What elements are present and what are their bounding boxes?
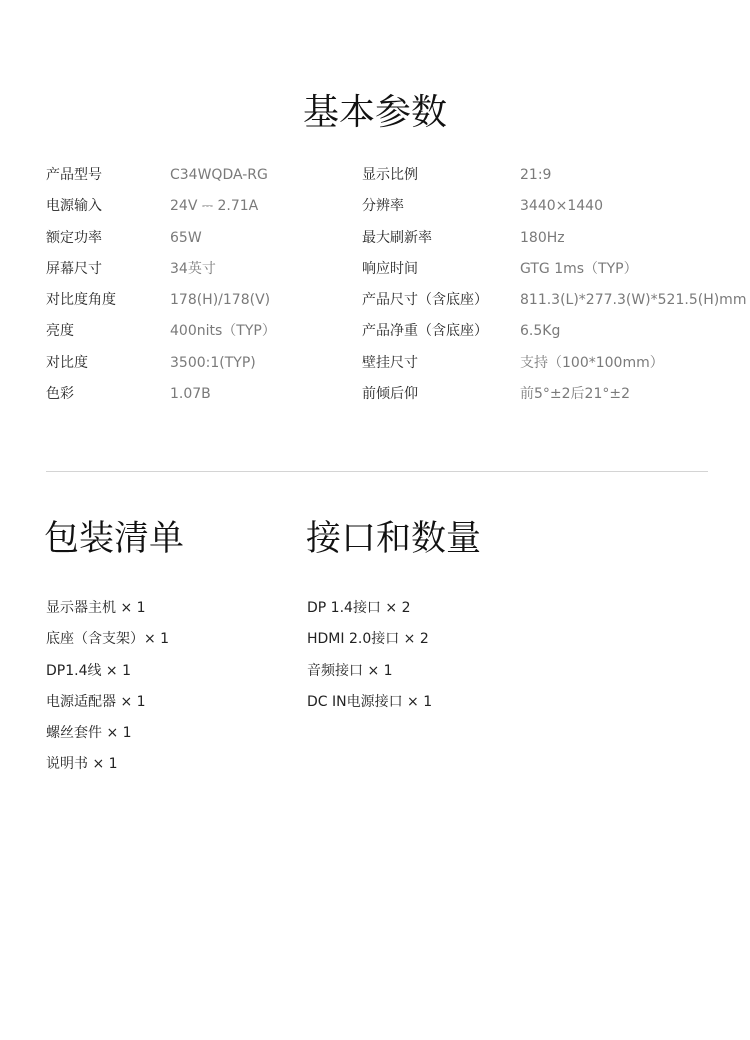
- packing-list: [46, 593, 169, 781]
- basic-params-title: 基本参数: [302, 92, 447, 133]
- spec-label: 前倾后仰: [362, 386, 418, 403]
- spec-label: 对比度: [46, 354, 88, 371]
- packing-list-item: 显示器主机 × 1: [46, 600, 146, 616]
- spec-label: 对比度角度: [46, 292, 116, 309]
- spec-value: 24V ⎓ 2.71A: [170, 198, 259, 215]
- spec-label: 电源输入: [46, 198, 102, 215]
- packing-list-item: 螺丝套件 × 1: [46, 725, 132, 742]
- spec-value: 65W: [170, 229, 202, 246]
- spec-label: 屏幕尺寸: [46, 260, 102, 277]
- spec-value: GTG 1ms（TYP）: [520, 260, 638, 277]
- port-item: DP 1.4接口 × 2: [307, 600, 411, 616]
- spec-label: 产品型号: [46, 167, 102, 183]
- spec-value: 3440×1440: [520, 198, 603, 215]
- spec-label: 响应时间: [362, 260, 418, 277]
- spec-label: 产品净重（含底座）: [362, 323, 488, 340]
- spec-label: 额定功率: [46, 229, 102, 246]
- packing-list-item: DP1.4线 × 1: [46, 662, 132, 679]
- packing-list-item: 电源适配器 × 1: [46, 693, 146, 710]
- spec-label: 分辨率: [362, 198, 404, 215]
- port-item: 音频接口 × 1: [307, 662, 393, 679]
- spec-label: 显示比例: [362, 167, 418, 183]
- spec-label: 亮度: [46, 323, 74, 340]
- spec-value: 178(H)/178(V): [170, 292, 271, 309]
- spec-value: 400nits（TYP）: [170, 323, 276, 340]
- spec-label: 最大刷新率: [362, 229, 432, 246]
- spec-value: 6.5Kg: [520, 323, 561, 340]
- spec-value: C34WQDA-RG: [170, 167, 268, 183]
- spec-value: 1.07B: [170, 386, 211, 403]
- packing-list-item: 底座（含支架）× 1: [46, 631, 170, 648]
- spec-label: 色彩: [46, 386, 74, 403]
- spec-value: 811.3(L)*277.3(W)*521.5(H)mm: [520, 292, 747, 309]
- spec-value: 前5°±2后21°±2: [520, 386, 630, 403]
- spec-value: 34英寸: [170, 260, 216, 277]
- port-item: DC IN电源接口 × 1: [307, 693, 433, 710]
- section-divider: [46, 471, 708, 472]
- packing-list-item: 说明书 × 1: [46, 756, 118, 773]
- packing-list-title: 包装清单: [44, 519, 185, 559]
- spec-value: 21:9: [520, 167, 552, 183]
- ports-title: 接口和数量: [306, 519, 482, 559]
- spec-label: 壁挂尺寸: [362, 354, 418, 371]
- spec-label: 产品尺寸（含底座）: [362, 292, 488, 309]
- port-item: HDMI 2.0接口 × 2: [307, 631, 429, 648]
- spec-value: 180Hz: [520, 229, 565, 246]
- spec-value: 3500:1(TYP): [170, 354, 256, 371]
- spec-value: 支持（100*100mm）: [520, 354, 664, 371]
- ports-list: [307, 593, 432, 718]
